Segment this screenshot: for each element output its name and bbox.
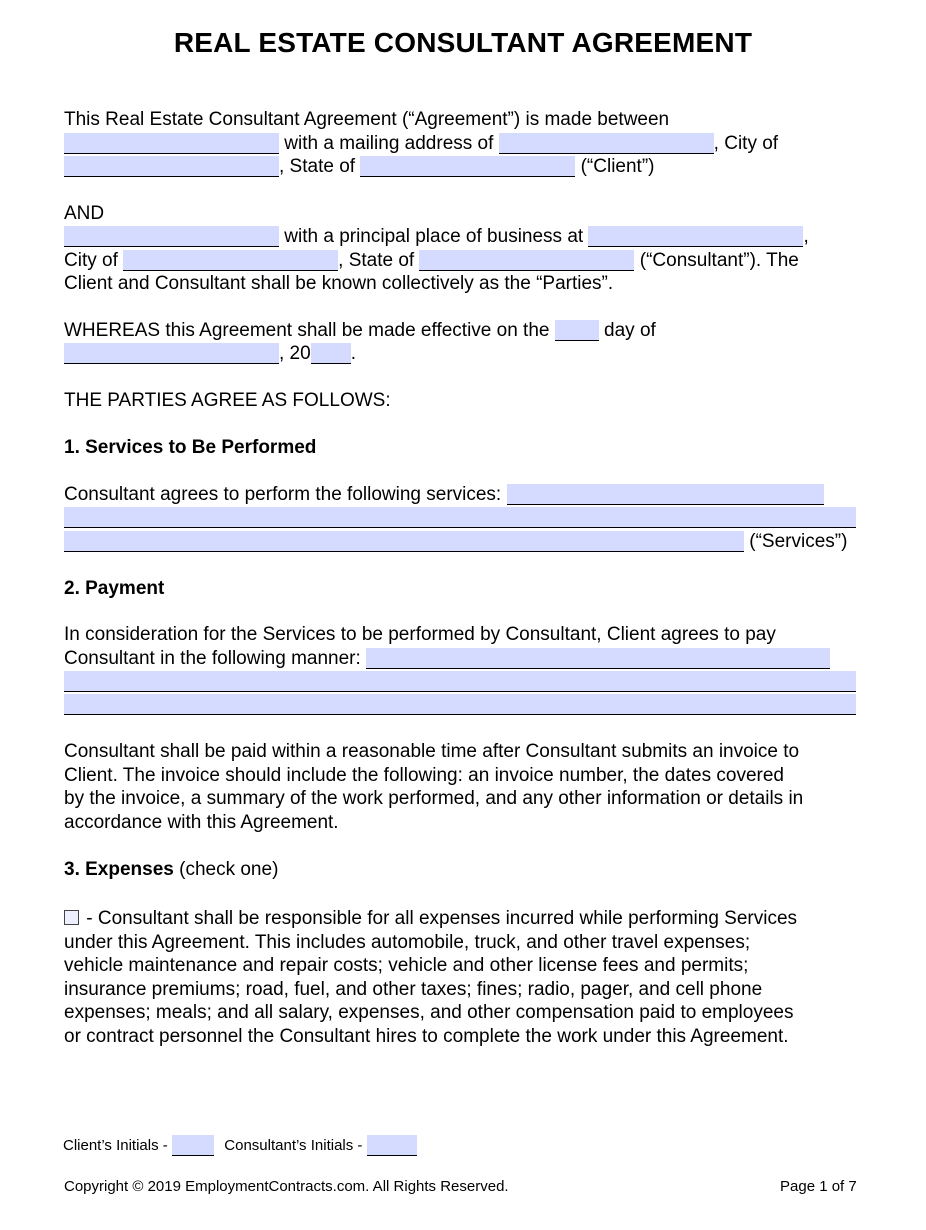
payment-line-4 [64, 693, 856, 716]
consultant-line-2 [64, 249, 799, 272]
consultant-city-label: City of [64, 250, 118, 271]
payment-field-3[interactable] [64, 694, 856, 715]
effective-month-field[interactable] [64, 343, 279, 364]
consultant-initials-field[interactable] [367, 1135, 417, 1156]
services-label: (“Services”) [749, 531, 848, 552]
section-1-heading: 1. Services to Be Performed [64, 437, 317, 458]
period: . [350, 343, 356, 364]
agree-line [64, 389, 391, 412]
document-title: REAL ESTATE CONSULTANT AGREEMENT [173, 27, 753, 58]
and-label: AND [64, 203, 105, 224]
intro-line-2 [64, 132, 778, 155]
consultant-line-1 [64, 225, 809, 248]
state-of-label: , State of [279, 156, 356, 177]
and-line [64, 202, 104, 225]
payment-line-1 [64, 623, 776, 646]
expense-option-line-1 [64, 907, 797, 930]
city-of-label: , City of [713, 133, 779, 154]
consultant-state-field[interactable] [419, 250, 634, 271]
parties-text: Client and Consultant shall be known collectively as the “Parties”. [64, 273, 614, 294]
principal-label: with a principal place of business at [284, 226, 584, 247]
payment-text-2: Consultant in the following manner: [64, 648, 361, 669]
consultant-name-field[interactable] [64, 226, 279, 247]
expense-option-checkbox[interactable] [64, 910, 79, 925]
whereas-line-1 [64, 319, 656, 342]
payment-text-1: In consideration for the Services to be performed by Consultant, Client agrees to pay [64, 624, 776, 645]
whereas-line-2 [64, 342, 356, 365]
client-initials-field[interactable] [172, 1135, 214, 1156]
agree-text: THE PARTIES AGREE AS FOLLOWS: [64, 390, 391, 411]
payment-field-1[interactable] [366, 648, 830, 669]
payment-line-3 [64, 670, 856, 693]
section-2-heading: 2. Payment [64, 578, 165, 599]
effective-day-field[interactable] [555, 320, 599, 341]
services-field-2[interactable] [64, 507, 856, 528]
client-name-field[interactable] [64, 133, 279, 154]
services-line-1 [64, 483, 824, 506]
intro-line-1 [64, 108, 669, 131]
expense-option-line-5: expenses; meals; and all salary, expenses, and other compensation paid to employees [64, 1002, 794, 1023]
invoice-para-line-3: by the invoice, a summary of the work performed, and any other information or details in [64, 788, 804, 809]
page-number: Page 1 of 7 [780, 1178, 857, 1195]
client-address-field[interactable] [499, 133, 714, 154]
client-label: (“Client”) [580, 156, 655, 177]
invoice-para-line-1: Consultant shall be paid within a reasonable time after Consultant submits an invoice to [64, 741, 800, 762]
consultant-state-label: , State of [338, 250, 415, 271]
consultant-address-field[interactable] [588, 226, 803, 247]
comma-label: , [803, 226, 809, 247]
initials-row [63, 1135, 417, 1156]
consultant-city-field[interactable] [123, 250, 338, 271]
section-3-title: 3. Expenses [64, 859, 174, 880]
whereas-text: WHEREAS this Agreement shall be made effective on the [64, 320, 550, 341]
client-initials-label: Client’s Initials - [63, 1137, 168, 1154]
section-3-note: (check one) [173, 859, 279, 880]
intro-line-3 [64, 155, 655, 178]
services-field-3[interactable] [64, 531, 744, 552]
expense-option-line-6: or contract personnel the Consultant hires to complete the work under this Agreement. [64, 1026, 789, 1047]
services-line-2 [64, 506, 856, 529]
section-3-heading [64, 858, 278, 881]
invoice-para-line-2: Client. The invoice should include the following: an invoice number, the dates covered [64, 765, 784, 786]
client-state-field[interactable] [360, 156, 575, 177]
payment-field-2[interactable] [64, 671, 856, 692]
payment-line-2 [64, 647, 830, 670]
services-text: Consultant agrees to perform the following services: [64, 484, 502, 505]
intro-text: This Real Estate Consultant Agreement (“Agreement”) is made between [64, 109, 670, 130]
services-field-1[interactable] [507, 484, 824, 505]
expense-option-line-2: under this Agreement. This includes automobile, truck, and other travel expenses; [64, 932, 751, 953]
expense-option-text-1: - Consultant shall be responsible for all expenses incurred while performing Services [86, 908, 798, 929]
mailing-label: with a mailing address of [284, 133, 494, 154]
consultant-line-3 [64, 272, 613, 295]
year-prefix: , 20 [279, 343, 311, 364]
client-city-field[interactable] [64, 156, 279, 177]
consultant-label: (“Consultant”). The [639, 250, 799, 271]
day-of-label: day of [604, 320, 656, 341]
expense-option-line-3: vehicle maintenance and repair costs; vehicle and other license fees and permits; [64, 955, 749, 976]
effective-year-field[interactable] [311, 343, 351, 364]
expense-option-line-4: insurance premiums; road, fuel, and other taxes; fines; radio, pager, and cell phone [64, 979, 763, 1000]
consultant-initials-label: Consultant’s Initials - [224, 1137, 363, 1154]
services-line-3 [64, 530, 847, 553]
copyright-text: Copyright © 2019 EmploymentContracts.com. All Rights Reserved. [64, 1178, 509, 1195]
invoice-para-line-4: accordance with this Agreement. [64, 812, 339, 833]
